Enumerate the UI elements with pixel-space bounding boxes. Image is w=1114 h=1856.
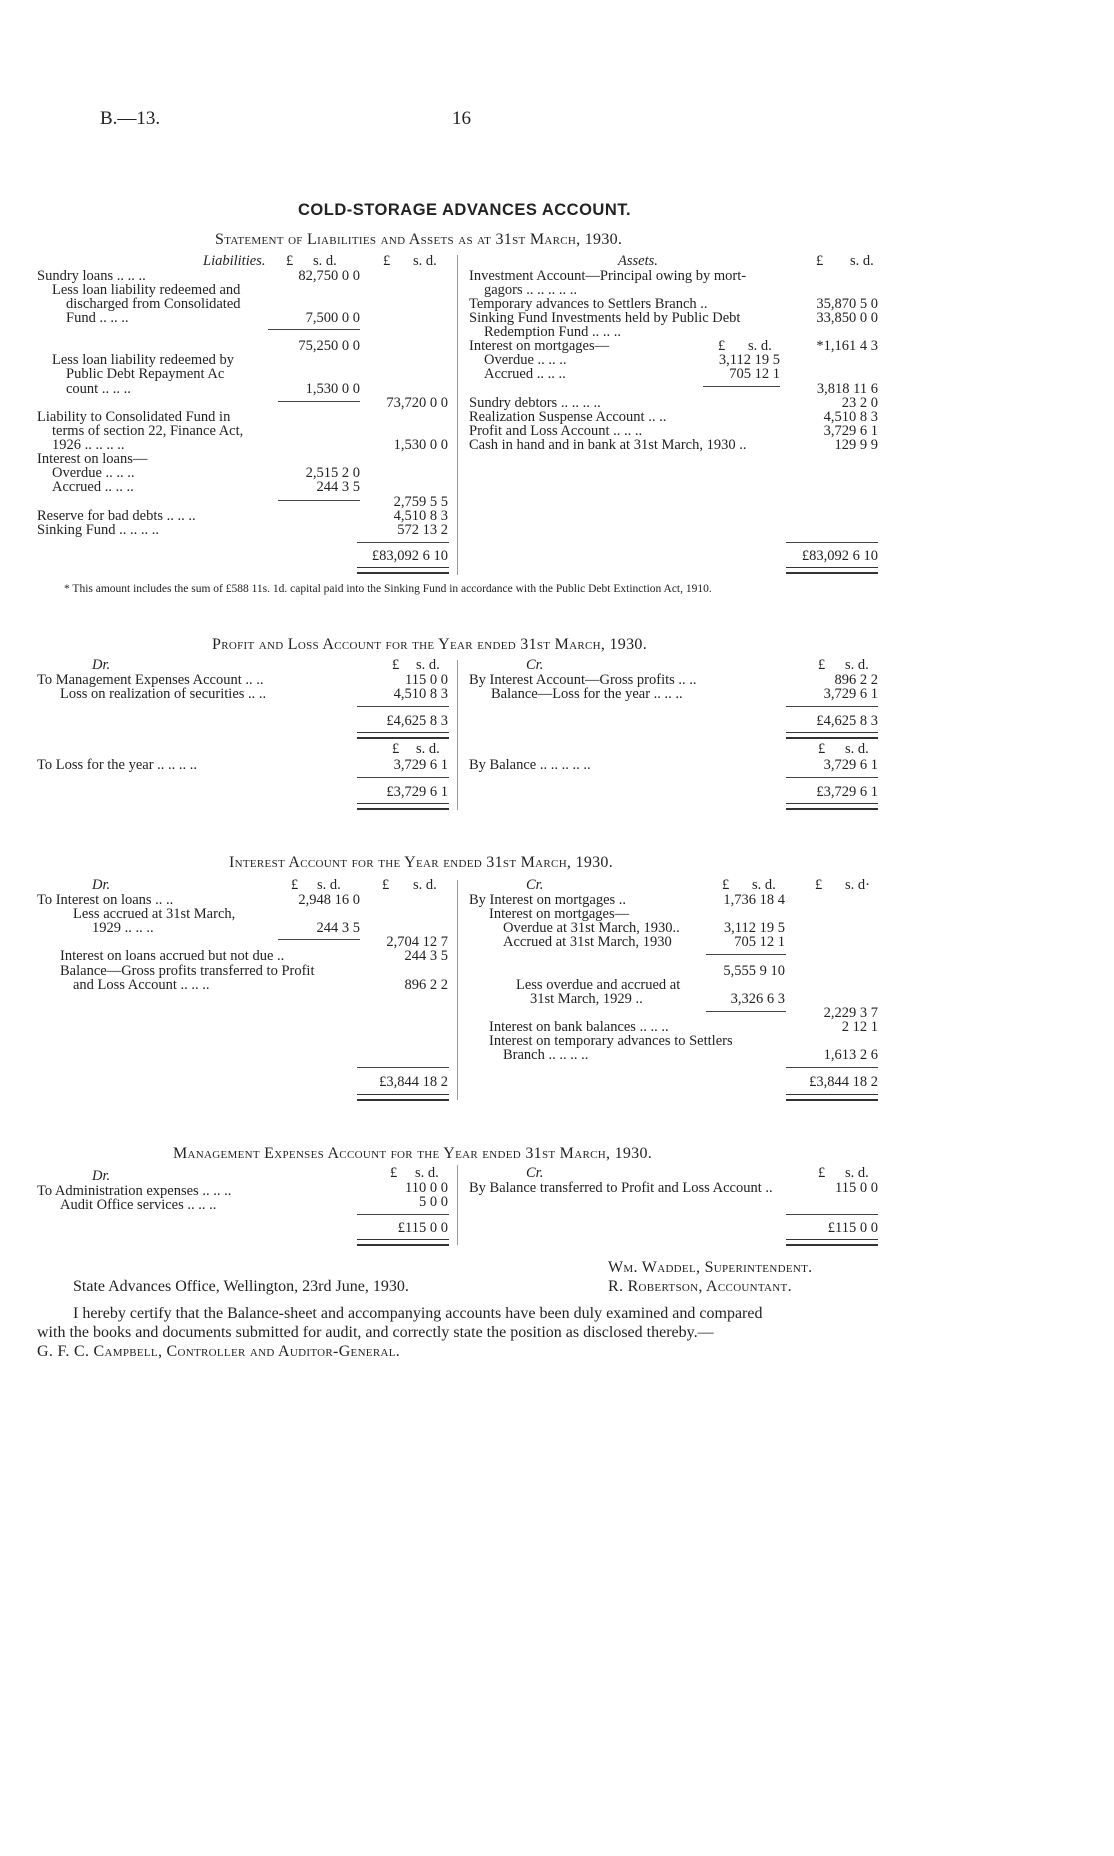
int-dr-line: Balance—Gross profits transferred to Profit [60,963,315,979]
liability-value: 4,510 8 3 [393,508,448,524]
asset-inner-value: 3,112 19 5 [718,352,780,368]
dr-heading: Dr. [92,877,111,893]
certificate-line: with the books and documents submitted for audit, and correctly state the position as disclosed thereby.— [37,1324,714,1341]
me-dr-total: £115 0 0 [397,1220,448,1236]
pound-header: £ [383,253,391,269]
liability-value: 2,759 5 5 [393,494,448,510]
int-dr-value: 2,704 12 7 [386,934,448,950]
asset-line: gagors .. .. .. .. .. [484,282,578,298]
liability-line: terms of section 22, Finance Act, [52,423,244,439]
asset-line: Investment Account—Principal owing by mort- [469,268,747,284]
sd-header: s. d. [317,877,341,893]
auditor-signature: G. F. C. Campbell, Controller and Auditor-General. [37,1343,401,1360]
int-cr-line: Interest on bank balances .. .. .. [489,1019,669,1035]
cr-heading: Cr. [526,1165,544,1181]
liability-line: Sundry loans .. .. .. [37,268,146,284]
pound-header: £ [818,741,826,757]
sd-header: s. d. [845,741,869,757]
pound-header: £ [818,657,826,673]
liability-line: Reserve for bad debts .. .. .. [37,508,196,524]
asset-line: Profit and Loss Account .. .. .. [469,423,643,439]
liability-line: Interest on loans— [37,451,148,467]
me-cr-value: 115 0 0 [835,1180,878,1196]
liability-line: count .. .. .. [66,381,131,397]
pl-dr-value: 3,729 6 1 [393,757,448,773]
sd-header: s. d· [845,877,870,893]
asset-value: 23 2 0 [841,395,878,411]
int-cr-line: Overdue at 31st March, 1930.. [503,920,680,936]
asset-line: Cash in hand and in bank at 31st March, 1930 .. [469,437,747,453]
sd-header: s. d. [416,657,440,673]
page-number: 16 [452,108,471,129]
int-cr-total: £3,844 18 2 [809,1074,878,1090]
me-cr-line: By Balance transferred to Profit and Loss Account .. [469,1180,773,1196]
pl-dr-total: £4,625 8 3 [386,713,448,729]
sd-header: s. d. [413,253,437,269]
int-cr-value: 2,229 3 7 [823,1005,878,1021]
pl-dr-total: £3,729 6 1 [386,784,448,800]
liability-inner-value: 2,515 2 0 [305,465,360,481]
sd-header: s. d. [845,657,869,673]
sd-header: s. d. [850,253,874,269]
me-dr-value: 5 0 0 [419,1194,448,1210]
sd-header: s. d. [416,741,440,757]
sd-header: s. d. [752,877,776,893]
asset-line: Temporary advances to Settlers Branch .. [469,296,708,312]
pl-dr-line: To Management Expenses Account .. .. [37,672,264,688]
liabilities-heading: Liabilities. [203,253,266,269]
asset-line: Sundry debtors .. .. .. .. [469,395,601,411]
asset-line: Accrued .. .. .. [484,366,566,382]
pl-cr-line: By Balance .. .. .. .. .. [469,757,591,773]
pl-cr-total: £4,625 8 3 [816,713,878,729]
dr-heading: Dr. [92,1168,111,1184]
int-cr-inner-value: 1,736 18 4 [723,892,785,908]
liability-inner-value: 244 3 5 [316,479,360,495]
asset-value: 4,510 8 3 [823,409,878,425]
liability-value: 73,720 0 0 [386,395,448,411]
int-dr-line: and Loss Account .. .. .. [73,977,210,993]
liability-line: Public Debt Repayment Ac [66,366,225,382]
liability-inner-value: 82,750 0 0 [298,268,360,284]
pl-cr-value: 896 2 2 [834,672,878,688]
int-cr-line: Interest on mortgages— [489,906,630,922]
me-cr-total: £115 0 0 [827,1220,878,1236]
liability-inner-value: 1,530 0 0 [305,381,360,397]
int-cr-line: Accrued at 31st March, 1930 [503,934,672,950]
liability-value: 1,530 0 0 [393,437,448,453]
liability-line: Less loan liability redeemed and [52,282,241,298]
pl-dr-line: To Loss for the year .. .. .. .. [37,757,198,773]
liability-line: Accrued .. .. .. [52,479,134,495]
asset-value: 3,818 11 6 [816,381,878,397]
sd-header: s. d. [748,338,772,354]
liability-line: Fund .. .. .. [66,310,129,326]
pound-header: £ [722,877,730,893]
accountant-signature: R. Robertson, Accountant. [608,1278,792,1295]
asset-line: Interest on mortgages— [469,338,610,354]
me-dr-line: Audit Office services .. .. .. [60,1197,217,1213]
int-cr-line: Branch .. .. .. .. [503,1047,589,1063]
pound-header: £ [390,1165,398,1181]
balance-sheet-title: Statement of Liabilities and Assets as at 31st March, 1930. [215,231,623,248]
int-cr-inner-value: 5,555 9 10 [723,963,785,979]
pound-header: £ [392,657,400,673]
pound-header: £ [291,877,299,893]
pound-header: £ [816,253,824,269]
int-cr-line: Less overdue and accrued at [516,977,681,993]
interest-account-title: Interest Account for the Year ended 31st March, 1930. [229,854,614,871]
asset-line: Realization Suspense Account .. .. [469,409,667,425]
pound-header: £ [382,877,390,893]
liability-line: 1926 .. .. .. .. [52,437,125,453]
pl-dr-line: Loss on realization of securities .. .. [60,686,267,702]
sd-header: s. d. [845,1165,869,1181]
int-dr-inner-value: 244 3 5 [316,920,360,936]
liability-inner-value: 75,250 0 0 [298,338,360,354]
asset-value: 3,729 6 1 [823,423,878,439]
int-cr-inner-value: 3,326 6 3 [730,991,785,1007]
sd-header: s. d. [413,877,437,893]
int-dr-line: 1929 .. .. .. [92,920,154,936]
liabilities-total: £83,092 6 10 [371,548,448,564]
pl-dr-value: 4,510 8 3 [393,686,448,702]
pound-header: £ [286,253,294,269]
pound-header: £ [815,877,823,893]
int-cr-value: 2 12 1 [841,1019,878,1035]
dr-heading: Dr. [92,657,111,673]
liability-line: Overdue .. .. .. [52,465,135,481]
liability-line: Liability to Consolidated Fund in [37,409,231,425]
asset-line: Overdue .. .. .. [484,352,567,368]
int-dr-value: 896 2 2 [404,977,448,993]
pl-cr-value: 3,729 6 1 [823,757,878,773]
page-reference: B.—13. [100,108,161,129]
asset-value: 35,870 5 0 [816,296,878,312]
pound-header: £ [718,338,726,354]
liability-line: discharged from Consolidated [66,296,241,312]
liability-line: Sinking Fund .. .. .. .. [37,522,160,538]
sd-header: s. d. [415,1165,439,1181]
me-dr-value: 110 0 0 [405,1180,448,1196]
int-dr-line: To Interest on loans .. .. [37,892,174,908]
pound-header: £ [818,1165,826,1181]
assets-heading: Assets. [618,253,658,269]
superintendent-signature: Wm. Waddel, Superintendent. [608,1259,813,1276]
pound-header: £ [392,741,400,757]
pl-cr-value: 3,729 6 1 [823,686,878,702]
management-expenses-title: Management Expenses Account for the Year ended 31st March, 1930. [173,1145,653,1162]
int-dr-total: £3,844 18 2 [379,1074,448,1090]
asset-value: 129 9 9 [834,437,878,453]
int-cr-inner-value: 3,112 19 5 [723,920,785,936]
footnote: * This amount includes the sum of £588 11s. 1d. capital paid into the Sinking Fund in accordance with the Public Debt Extinction Act, 1910. [64,583,712,595]
int-dr-inner-value: 2,948 16 0 [298,892,360,908]
sd-header: s. d. [313,253,337,269]
cr-heading: Cr. [526,657,544,673]
int-cr-line: 31st March, 1929 .. [530,991,643,1007]
liability-line: Less loan liability redeemed by [52,352,235,368]
asset-line: Redemption Fund .. .. .. [484,324,621,340]
asset-value: *1,161 4 3 [816,338,878,354]
int-cr-line: By Interest on mortgages .. [469,892,627,908]
assets-total: £83,092 6 10 [801,548,878,564]
pl-cr-line: Balance—Loss for the year .. .. .. [491,686,683,702]
cr-heading: Cr. [526,877,544,893]
certificate-line: I hereby certify that the Balance-sheet and accompanying accounts have been duly examined and compared [73,1305,763,1322]
int-cr-line: Interest on temporary advances to Settlers [489,1033,733,1049]
asset-line: Sinking Fund Investments held by Public Debt [469,310,741,326]
int-dr-line: Less accrued at 31st March, [73,906,236,922]
asset-inner-value: 705 12 1 [729,366,780,382]
int-cr-inner-value: 705 12 1 [734,934,785,950]
int-cr-value: 1,613 2 6 [823,1047,878,1063]
int-dr-value: 244 3 5 [404,948,448,964]
pl-cr-line: By Interest Account—Gross profits .. .. [469,672,697,688]
profit-loss-title: Profit and Loss Account for the Year ended 31st March, 1930. [212,636,647,653]
liability-value: 572 13 2 [397,522,448,538]
asset-value: 33,850 0 0 [816,310,878,326]
liability-inner-value: 7,500 0 0 [305,310,360,326]
int-dr-line: Interest on loans accrued but not due .. [60,948,285,964]
pl-cr-total: £3,729 6 1 [816,784,878,800]
me-dr-line: To Administration expenses .. .. .. [37,1183,232,1199]
office-place-date: State Advances Office, Wellington, 23rd June, 1930. [73,1278,409,1295]
account-title: COLD-STORAGE ADVANCES ACCOUNT. [298,201,632,219]
pl-dr-value: 115 0 0 [405,672,448,688]
